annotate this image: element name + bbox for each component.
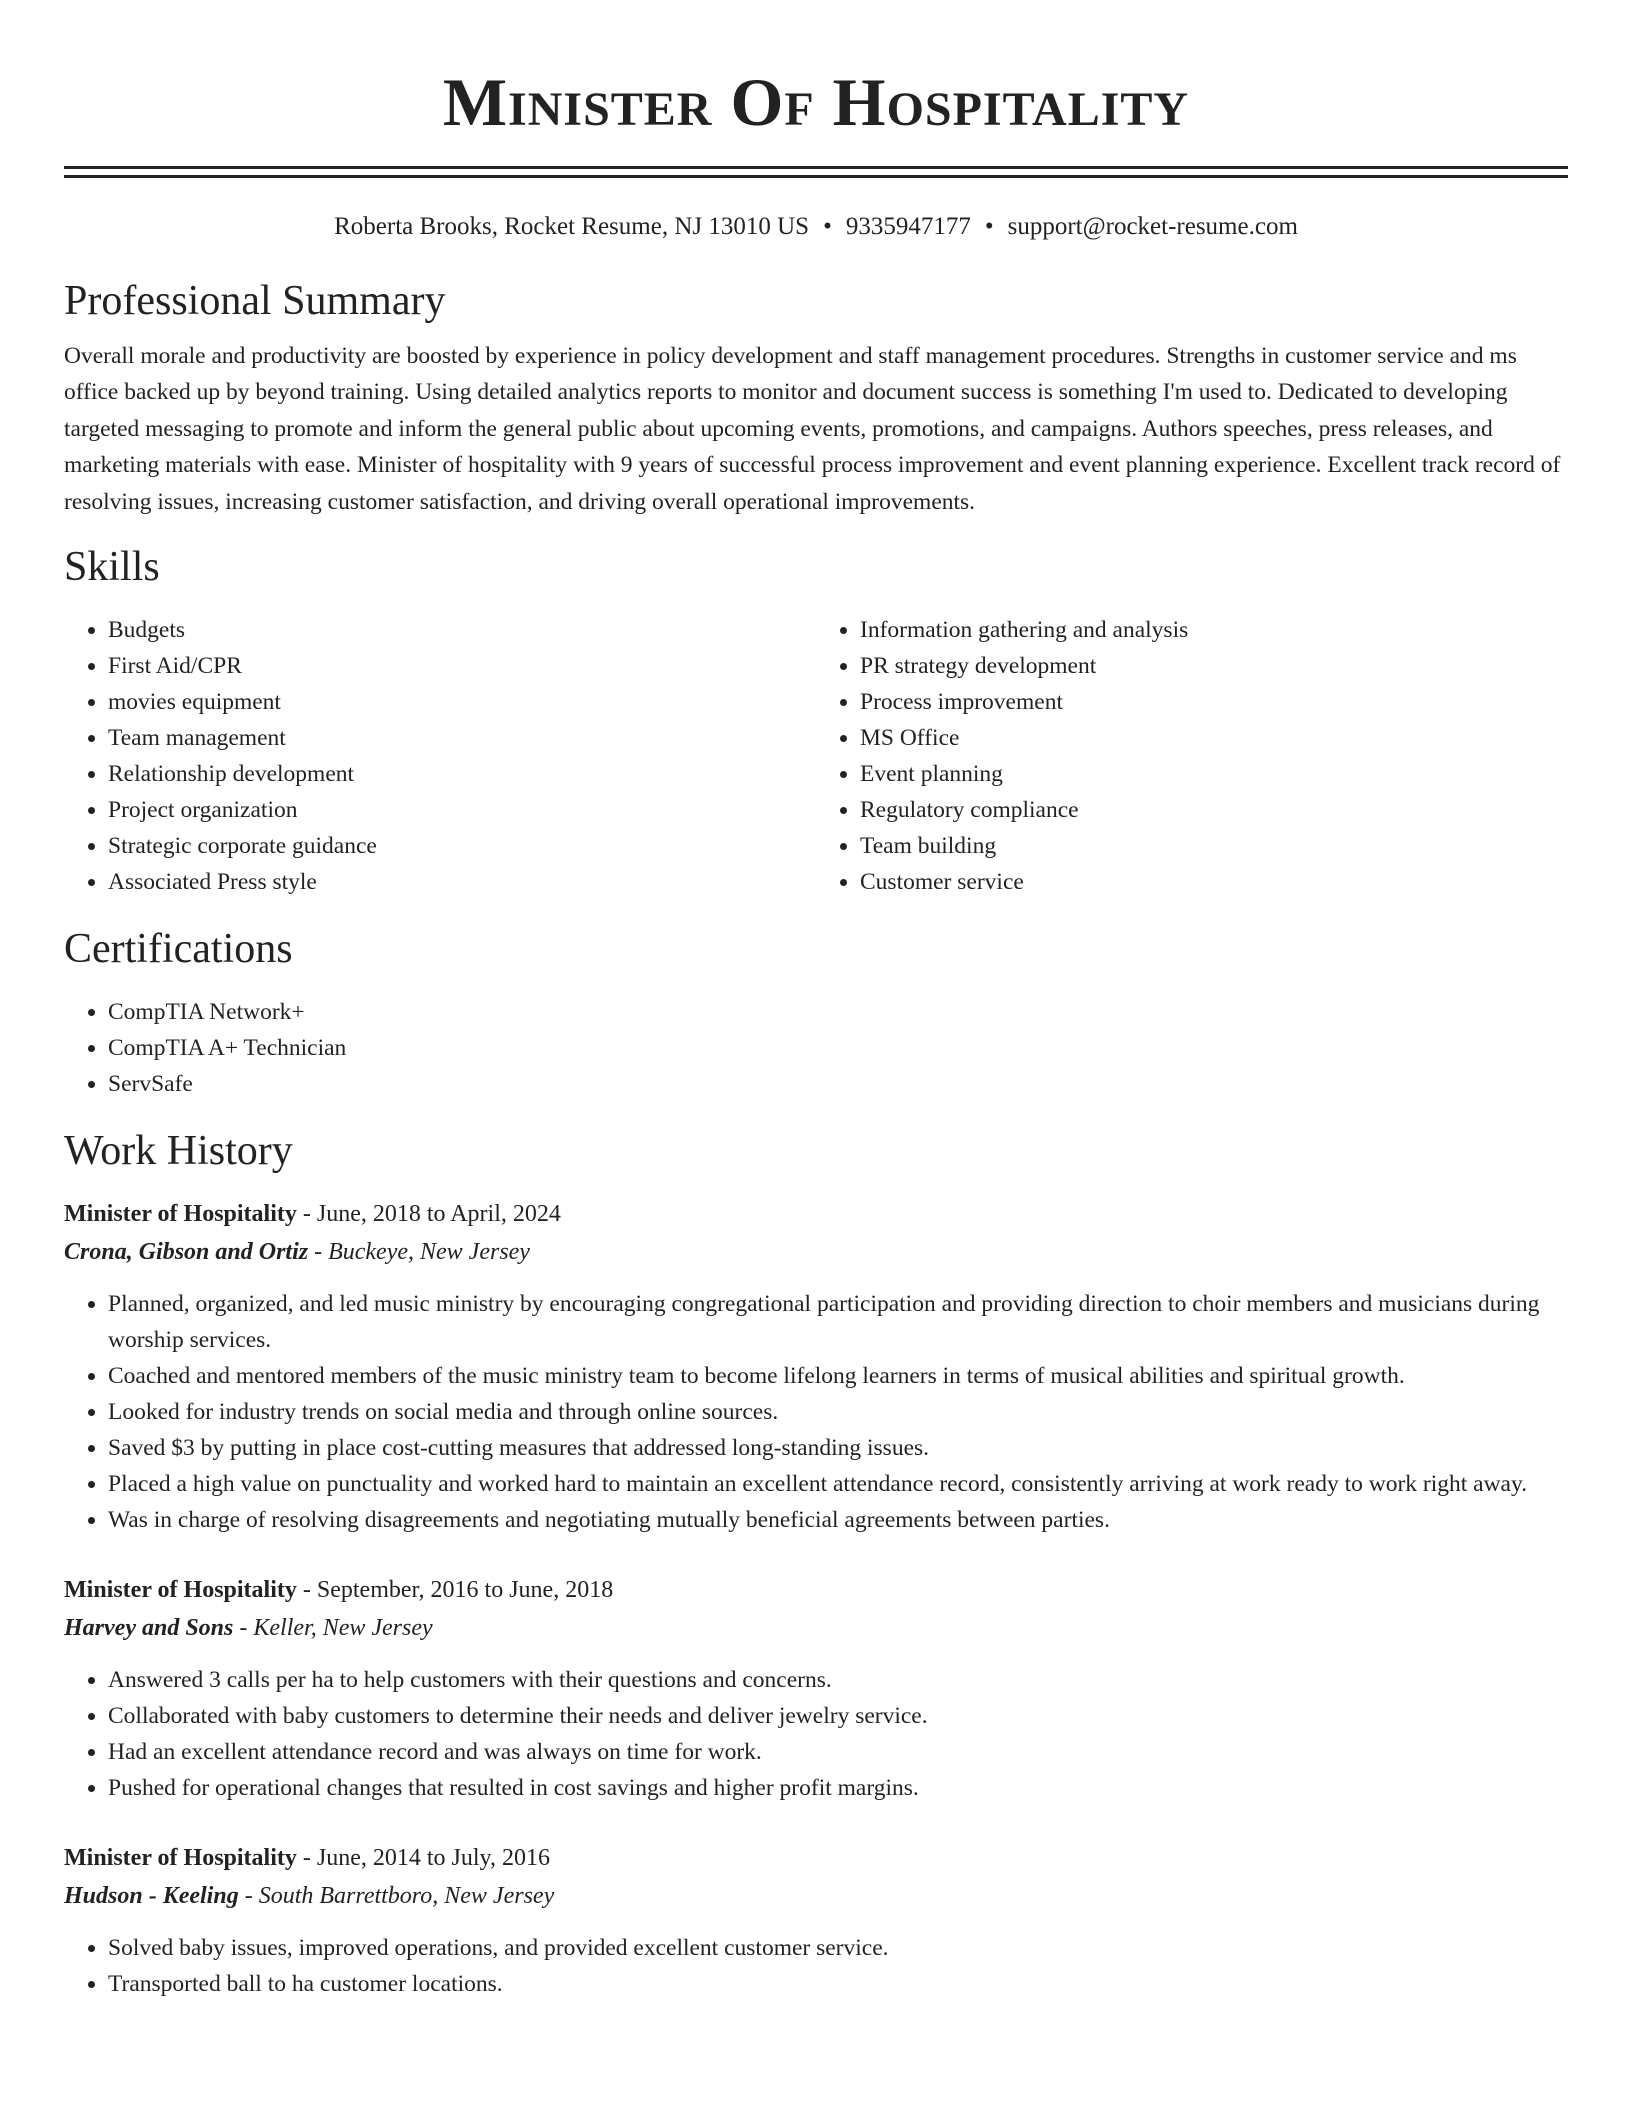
- certification-item: • CompTIA A+ Technician: [108, 1030, 1568, 1066]
- title-divider-bottom: [64, 175, 1568, 178]
- contact-email: support@rocket-resume.com: [1007, 213, 1298, 240]
- job-entry: [64, 1196, 1568, 1538]
- certifications-list: [64, 994, 1568, 1102]
- summary-text: Overall morale and productivity are boosted by experience in policy development and staff management procedures. Strengths in customer service and ms office backed up by beyond training. Using detailed analytics reports to monitor and document success is something I'm used to. Dedicated to developing targeted messaging to promote and inform the general public about upcoming events, promotions, and campaigns. Authors speeches, press releases, and marketing materials with ease. Minister of hospitality with 9 years of successful process improvement and event planning experience. Excellent track record of resolving issues, increasing customer satisfaction, and driving overall operational improvements.: [64, 343, 1561, 515]
- skill-item: • PR strategy development: [860, 648, 1568, 684]
- job-location: South Barrettboro, New Jersey: [258, 1883, 555, 1910]
- job-title-line: [64, 1840, 1568, 1876]
- job-bullet: • Transported ball to ha customer locations.: [108, 1966, 1568, 2002]
- skill-item: • Process improvement: [860, 684, 1568, 720]
- job-bullet: • Pushed for operational changes that resulted in cost savings and higher profit margins.: [108, 1770, 1568, 1806]
- job-dash: -: [296, 1201, 317, 1228]
- skill-item: • movies equipment: [108, 684, 816, 720]
- contact-address: Roberta Brooks, Rocket Resume, NJ 13010 US: [334, 213, 810, 240]
- job-bullet: • Had an excellent attendance record and was always on time for work.: [108, 1734, 1568, 1770]
- job-dash: -: [308, 1239, 329, 1266]
- skill-item: • Project organization: [108, 792, 816, 828]
- job-bullet: • Planned, organized, and led music ministry by encouraging congregational participation and providing direction to choir members and musicians during worship services.: [108, 1286, 1568, 1358]
- job-location: Buckeye, New Jersey: [328, 1239, 530, 1266]
- job-dates: September, 2016 to June, 2018: [316, 1577, 614, 1604]
- job-title-line: [64, 1196, 1568, 1232]
- skill-item: • Strategic corporate guidance: [108, 828, 816, 864]
- job-bullets: [64, 1662, 1568, 1806]
- job-company-line: [64, 1876, 1568, 1916]
- skill-item: • Budgets: [108, 612, 816, 648]
- job-company-line: [64, 1232, 1568, 1272]
- job-bullet: • Saved $3 by putting in place cost-cutting measures that addressed long-standing issues.: [108, 1430, 1568, 1466]
- skills-columns: [64, 612, 1568, 900]
- skills-list-right: [816, 612, 1568, 900]
- job-bullets: [64, 1930, 1568, 2002]
- job-dates: June, 2018 to April, 2024: [316, 1201, 561, 1228]
- job-dash: -: [238, 1883, 259, 1910]
- skill-item: • Customer service: [860, 864, 1568, 900]
- section-heading-certifications: Certifications: [64, 926, 293, 973]
- contact-phone: 9335947177: [845, 213, 971, 240]
- section-heading-work-history: Work History: [64, 1128, 293, 1175]
- section-heading-skills: Skills: [64, 544, 160, 591]
- job-company-line: [64, 1608, 1568, 1648]
- job-bullet: • Answered 3 calls per ha to help customers with their questions and concerns.: [108, 1662, 1568, 1698]
- certification-item: • CompTIA Network+: [108, 994, 1568, 1030]
- skills-list-left: [64, 612, 816, 900]
- skill-item: • Relationship development: [108, 756, 816, 792]
- job-entry: [64, 1840, 1568, 2002]
- title-divider-top: [64, 166, 1568, 169]
- skill-item: • Team management: [108, 720, 816, 756]
- contact-separator: •: [984, 213, 994, 240]
- section-heading-summary: Professional Summary: [64, 278, 446, 324]
- job-title: Minister of Hospitality: [64, 1577, 297, 1604]
- job-location: Keller, New Jersey: [253, 1615, 433, 1642]
- job-bullet: • Collaborated with baby customers to determine their needs and deliver jewelry service.: [108, 1698, 1568, 1734]
- job-bullet: • Was in charge of resolving disagreements and negotiating mutually beneficial agreements between parties.: [108, 1502, 1568, 1538]
- skill-item: • Team building: [860, 828, 1568, 864]
- job-bullet: • Looked for industry trends on social media and through online sources.: [108, 1394, 1568, 1430]
- job-dates: June, 2014 to July, 2016: [316, 1845, 550, 1872]
- job-company: Hudson - Keeling: [64, 1883, 239, 1910]
- job-entry: [64, 1572, 1568, 1806]
- contact-line: [64, 212, 1568, 242]
- resume-title: Minister Of Hospitality: [442, 64, 1190, 140]
- resume-page: [64, 0, 1568, 2002]
- contact-separator: •: [823, 213, 832, 240]
- job-bullets: [64, 1286, 1568, 1538]
- job-company: Harvey and Sons: [64, 1615, 234, 1642]
- skill-item: • Associated Press style: [108, 864, 816, 900]
- job-title: Minister of Hospitality: [64, 1845, 297, 1872]
- skill-item: • Event planning: [860, 756, 1568, 792]
- job-title: Minister of Hospitality: [64, 1201, 297, 1228]
- job-bullet: • Coached and mentored members of the music ministry team to become lifelong learners in terms of musical abilities and spiritual growth.: [108, 1358, 1568, 1394]
- skill-item: • Regulatory compliance: [860, 792, 1568, 828]
- job-dash: -: [233, 1615, 254, 1642]
- certification-item: • ServSafe: [108, 1066, 1568, 1102]
- skill-item: • Information gathering and analysis: [860, 612, 1568, 648]
- job-bullet: • Placed a high value on punctuality and worked hard to maintain an excellent attendance record, consistently arriving at work ready to work right away.: [108, 1466, 1568, 1502]
- job-company: Crona, Gibson and Ortiz: [64, 1239, 309, 1266]
- skill-item: • MS Office: [860, 720, 1568, 756]
- job-dash: -: [296, 1845, 317, 1872]
- job-bullet: • Solved baby issues, improved operations, and provided excellent customer service.: [108, 1930, 1568, 1966]
- job-dash: -: [296, 1577, 317, 1604]
- skill-item: • First Aid/CPR: [108, 648, 816, 684]
- job-title-line: [64, 1572, 1568, 1608]
